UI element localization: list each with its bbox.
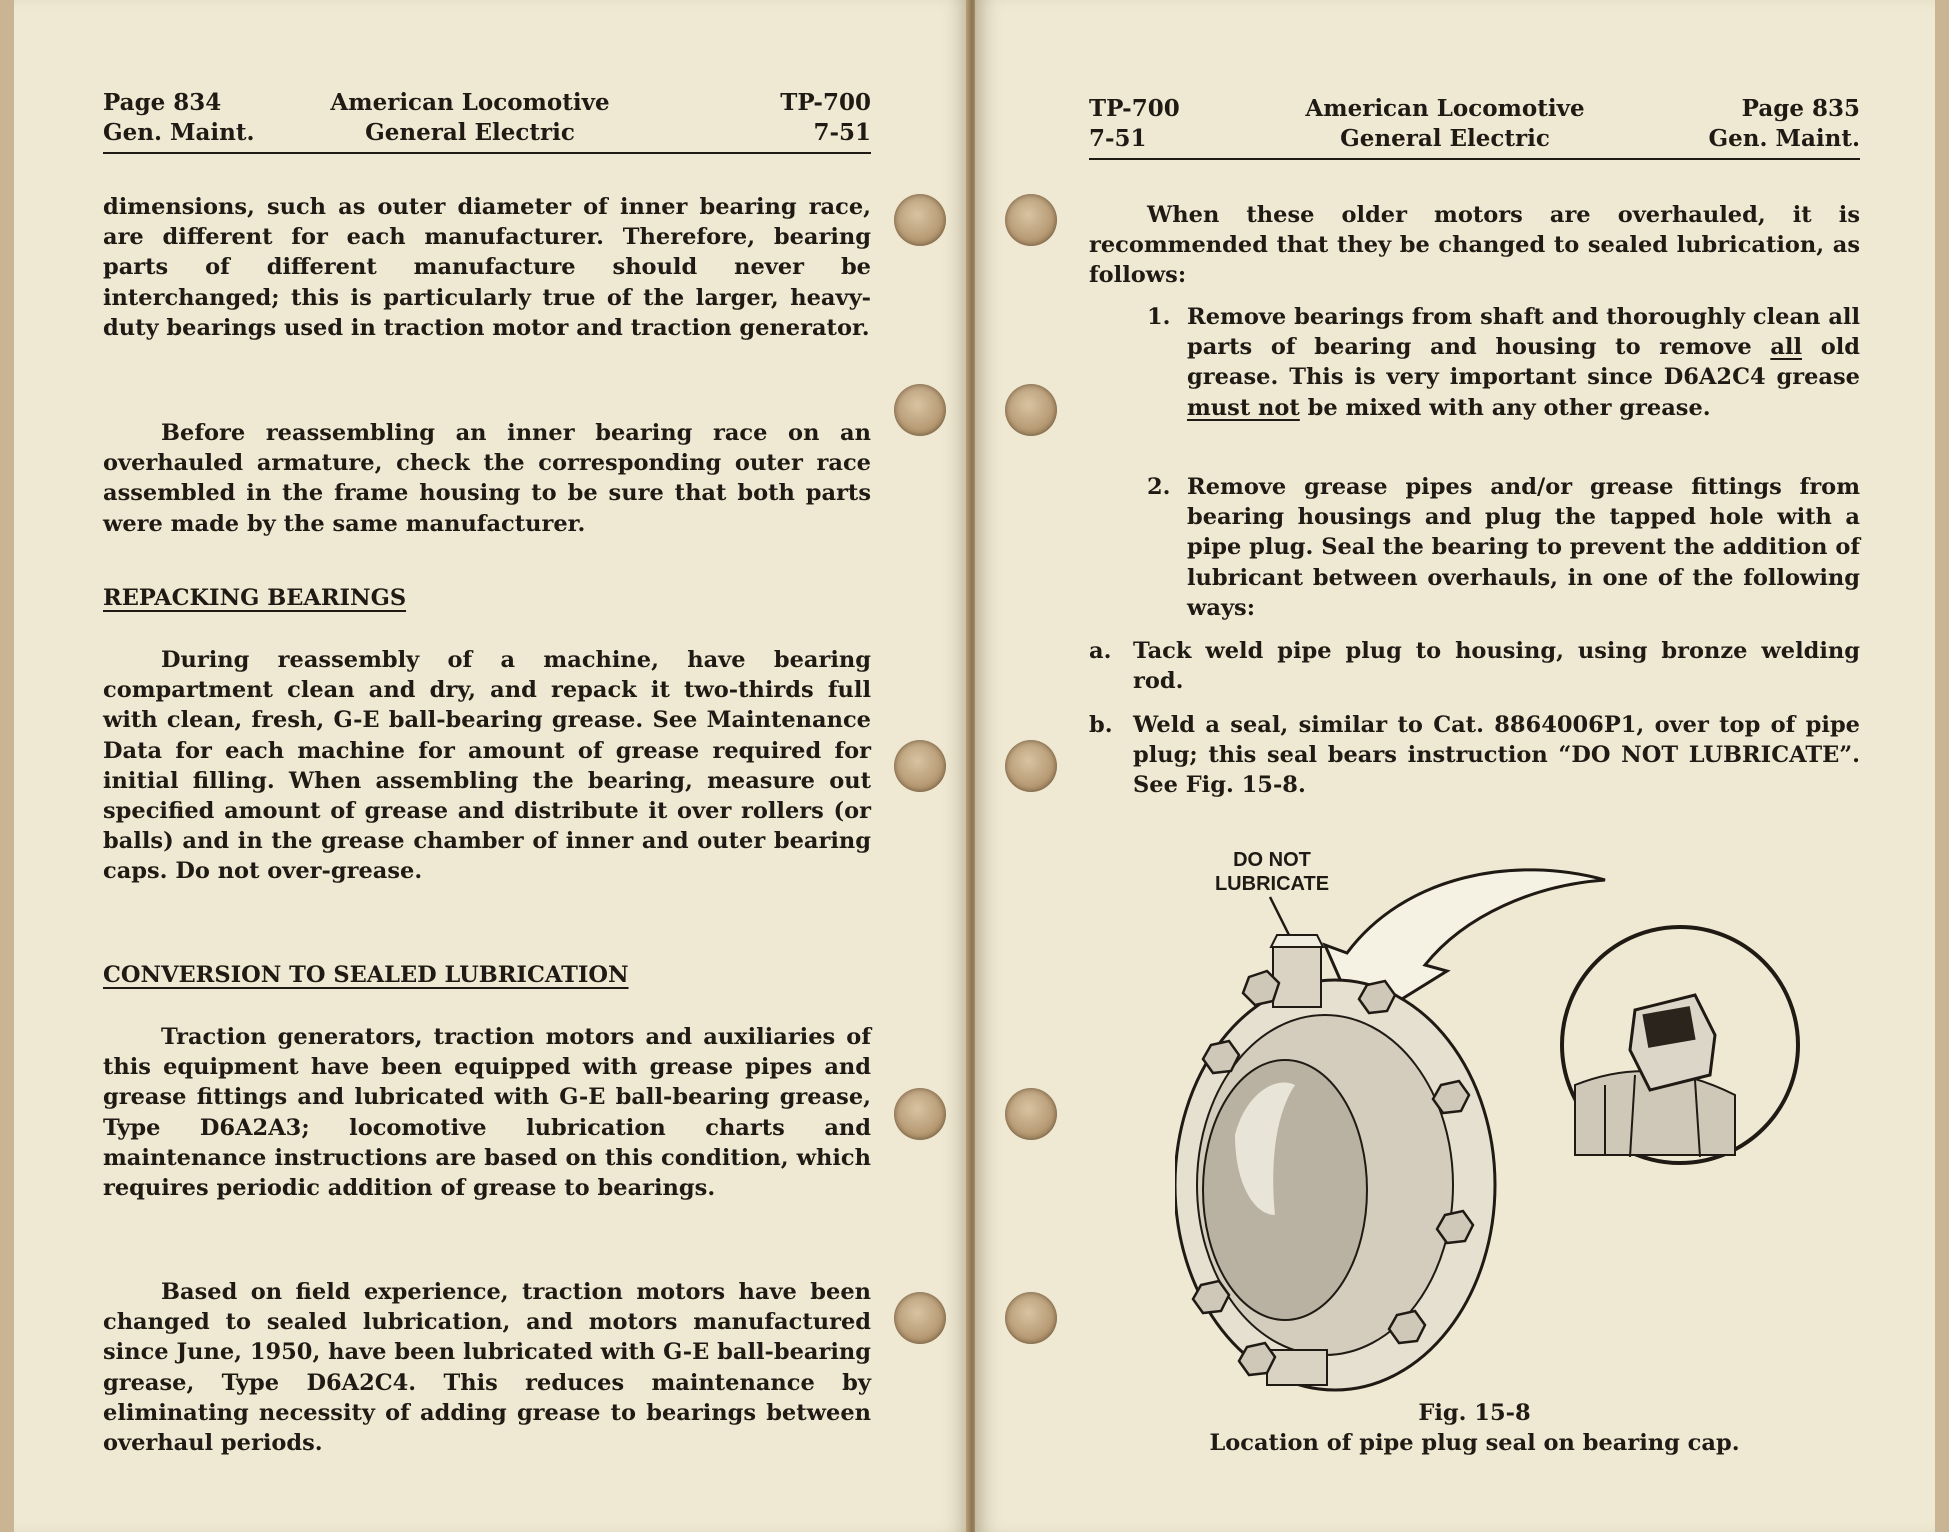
left-page: [14, 0, 969, 1532]
left-doc-id: TP-700: [780, 89, 871, 116]
right-header-page-block: [1675, 94, 1860, 154]
punch-hole: [894, 384, 946, 436]
left-date: 7-51: [813, 119, 871, 146]
left-title-line1: American Locomotive: [330, 89, 610, 116]
right-doc-id: TP-700: [1089, 95, 1180, 122]
punch-hole: [1005, 1088, 1057, 1140]
left-header-title-block: [320, 88, 620, 148]
punch-hole: [1005, 194, 1057, 246]
right-header-doc-block: [1089, 94, 1180, 154]
right-page: [975, 0, 1935, 1532]
left-section: Gen. Maint.: [103, 119, 255, 146]
list-item-2: 2. Remove grease pipes and/or grease fittings from bearing housings and plug the tapped hole with a pipe plug. Seal the bearing to prevent the addition of lubricant between overhauls, in one of the following ways:: [1147, 474, 1861, 621]
right-header-title-block: [1295, 94, 1595, 154]
figure-number: Fig. 15-8: [1418, 1400, 1531, 1426]
left-header-rule: [103, 152, 871, 154]
punch-hole: [894, 740, 946, 792]
left-paragraph-5: Based on field experience, traction motors have been changed to sealed lubrication, and motors manufactured since June, 1950, have been lubricated with G-E ball-bearing grease, Type D6A2C4. This reduces maintenance by eliminating necessity of adding grease to bearings between overhaul periods.: [103, 1279, 871, 1457]
figure-caption: Location of pipe plug seal on bearing cap.: [1209, 1430, 1740, 1456]
right-header-rule: [1089, 158, 1860, 160]
right-date: 7-51: [1089, 125, 1147, 152]
right-section: Gen. Maint.: [1708, 125, 1860, 152]
repacking-bearings-heading: REPACKING BEARINGS: [103, 585, 407, 611]
left-paragraph-3: During reassembly of a machine, have bearing compartment clean and dry, and repack it two-thirds full with clean, fresh, G-E ball-bearing grease. See Maintenance Data for each machine for amount of grease required for initial filling. When assembling the bearing, measure out specified amount of grease and distribute it over rollers (or balls) and in the grease chamber of inner and outer bearing caps. Do not over-grease.: [103, 647, 871, 885]
list-item-a: a. Tack weld pipe plug to housing, using bronze welding rod.: [1089, 638, 1860, 695]
left-paragraph-1: dimensions, such as outer diameter of inner bearing race, are different for each manufacturer. Therefore, bearing parts of different manufacture should never be interchanged; this is particularly true of the larger, heavy-duty bearings used in traction motor and traction generator.: [103, 194, 871, 341]
punch-hole: [894, 194, 946, 246]
right-page-number: Page 835: [1741, 95, 1860, 122]
left-title-line2: General Electric: [365, 119, 575, 146]
figure-label: DO NOT LUBRICATE: [1214, 849, 1330, 895]
left-paragraph-2: Before reassembling an inner bearing race on an overhauled armature, check the corresponding outer race assembled in the frame housing to be sure that both parts were made by the same manufacturer.: [103, 420, 871, 537]
conversion-heading: CONVERSION TO SEALED LUBRICATION: [103, 962, 629, 988]
punch-hole: [1005, 384, 1057, 436]
list-item-b: b. Weld a seal, similar to Cat. 8864006P1, over top of pipe plug; this seal bears instruction “DO NOT LUBRICATE”. See Fig. 15-8.: [1089, 712, 1860, 799]
list-item-1: 1. Remove bearings from shaft and thoroughly clean all parts of bearing and housing to remove all old grease. This is very important since D6A2C4 grease must not be mixed with any other grease.: [1147, 304, 1860, 421]
punch-hole: [894, 1292, 946, 1344]
left-paragraph-4: Traction generators, traction motors and auxiliaries of this equipment have been equipped with grease pipes and grease fittings and lubricated with G-E ball-bearing grease, Type D6A2A3; locomotive lubrication charts and maintenance instructions are based on this condition, which requires periodic addition of grease to bearings.: [103, 1024, 871, 1202]
left-header-doc-block: [714, 88, 871, 148]
bearing-cap-illustration: [1175, 835, 1815, 1395]
left-header-page-block: [103, 88, 254, 148]
right-title-line2: General Electric: [1340, 125, 1550, 152]
right-intro: When these older motors are overhauled, it is recommended that they be changed to sealed lubrication, as follows:: [1089, 202, 1860, 289]
punch-hole: [1005, 740, 1057, 792]
punch-hole: [1005, 1292, 1057, 1344]
right-title-line1: American Locomotive: [1305, 95, 1585, 122]
punch-hole: [894, 1088, 946, 1140]
left-page-number: Page 834: [103, 89, 222, 116]
